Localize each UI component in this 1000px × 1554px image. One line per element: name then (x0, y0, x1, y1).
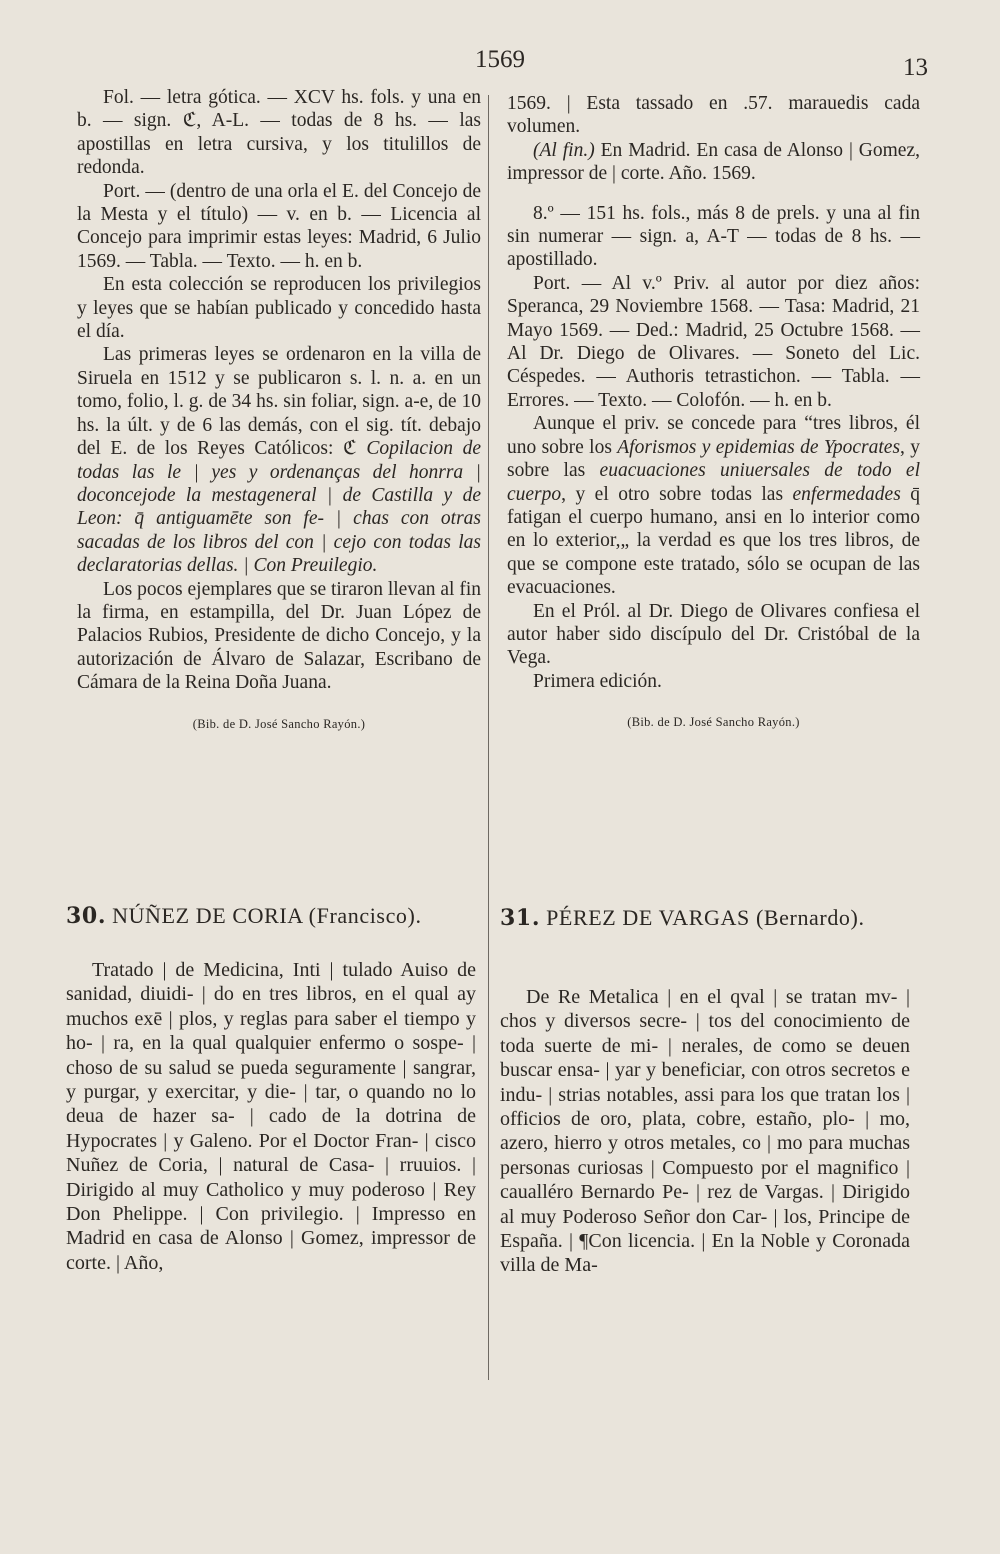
entry-30-heading (66, 902, 486, 930)
italic-title: Copilacion de todas las le | yes y ordenanças del honrra | doconcejode la mestageneral | de Castilla y de Leon: q̄ antiguamēte son fe- | chas con otras sacadas de los libros del con | cejo con todas las declaratorias dellas. | Con Preuilegio. (77, 438, 482, 577)
title-continuation: 1569. | Esta tassado en .57. marauedis cada volumen. (507, 93, 920, 138)
entry-author: NÚÑEZ DE CORIA (Francisco). (112, 903, 422, 928)
entry-29-continued (77, 86, 481, 736)
library-attribution: (Bib. de D. José Sancho Rayón.) (627, 715, 800, 730)
entry-30-body (66, 958, 476, 1275)
transcribed-title: Tratado | de Medicina, Inti | tulado Auiso de sanidad, diuidi- | do en tres libros, en el qual ay muchos exē | plos, y reglas para saber el tiempo y ho- | ra, en la qual qualquier enfermo o sospe- | choso de su salud se pueda seguramente | sangrar, y purgar, y exercitar, y die- | tar, o quando no lo deua de hazer sa- | cado de la dotrina de Hypocrates | y Galeno. Por el Doctor Fran- | cisco Nuñez de Coria, | natural de Casa- | rruuios. | Dirigido al muy Catholico y muy poderoso | Rey Don Phelippe. | Con privilegio. | Impresso en Madrid en casa de Alonso | Gomez, impressor de corte. | Año, (66, 959, 476, 1274)
entry-number: 30. (66, 903, 107, 929)
running-header-year: 1569 (475, 46, 525, 73)
description-paragraph: En el Pról. al Dr. Diego de Olivares confiesa el autor haber sido discípulo del Dr. Cristóbal de la Vega. (507, 600, 920, 669)
description-paragraph: Fol. — letra gótica. — XCV hs. fols. y una en b. — sign. ℭ, A-L. — todas de 8 hs. — las apostillas en letra cursiva, y los titulillos de redonda. (77, 87, 481, 179)
entry-31-heading (500, 904, 915, 932)
entry-number: 31. (500, 905, 541, 931)
description-paragraph: Port. — (dentro de una orla el E. del Concejo de la Mesta y el título) — v. en b. — Licencia al Concejo para imprimir estas leyes: Madrid, 6 Julio 1569. — Tabla. — Texto. — h. en b. (77, 180, 481, 272)
description-paragraph: Port. — Al v.º Priv. al autor por diez años: Speranca, 29 Noviembre 1568. — Tasa: Madrid, 21 Mayo 1569. — Ded.: Madrid, 25 Octubre 1568. — Al Dr. Diego de Olivares. — Soneto del Lic. Céspedes. — Authoris tetrastichon. — Tabla. — Errores. — Texto. — Colofón. — h. en b. (507, 272, 920, 411)
description-paragraph: Las primeras leyes se ordenaron en la villa de Siruela en 1512 y se publicaron s. l. n. a. en un tomo, folio, l. g. de 34 hs. sin foliar, sign. a-e, de 10 hs. la últ. y de 6 las demás, con el sig. tít. debajo del E. de los Reyes Católicos: ℭ Copilacion de todas las le | yes y ordenanças del honrra | doconcejode la mestageneral | de Castilla y de Leon: q̄ antiguamēte son fe- | chas con otras sacadas de los libros del con | cejo con todas las declaratorias dellas. | Con Preuilegio. (77, 344, 482, 577)
description-paragraph: Los pocos ejemplares que se tiraron llevan al fin la firma, en estampilla, del Dr. Juan López de Palacios Rubios, Presidente de dicho Concejo, y la autorización de Álvaro de Salazar, Escribano de Cámara de la Reina Doña Juana. (77, 578, 481, 694)
library-attribution: (Bib. de D. José Sancho Rayón.) (192, 716, 366, 731)
description-paragraph: Primera edición. (533, 670, 662, 692)
entry-author: PÉREZ DE VARGAS (Bernardo). (546, 905, 865, 930)
description-paragraph: En esta colección se reproducen los privilegios y leyes que se habían publicado y concedido hasta el día. (77, 274, 481, 343)
colophon: (Al fin.) En Madrid. En casa de Alonso | Gomez, impressor de | corte. Año. 1569. (507, 139, 920, 185)
entry-30-preceding-continued (507, 92, 920, 735)
column-divider (488, 95, 489, 1380)
description-paragraph: 8.º — 151 hs. fols., más 8 de prels. y una al fin sin numerar — sign. a, A-T — todas de 8 hs. — apostillado. (507, 202, 920, 271)
transcribed-title: De Re Metalica | en el qval | se tratan mv- | chos y diversos secre- | tos del conocimiento de toda suerte de mi- | nerales, de como se deuen buscar ensa- | yar y beneficiar, con otros secretos e indu- | strias notables, assi para los que tratan los | officios de oro, plata, cobre, estaño, plo- | mo, azero, hierro y otros metales, co | mo para muchas personas curiosas | Compuesto por el magnifico | caualléro Bernardo Pe- | rez de Vargas. | Dirigido al muy Poderoso Señor don Car- | los, Principe de España. | ¶Con licencia. | En la Noble y Coronada villa de Ma- (500, 986, 910, 1277)
page-number: 13 (903, 54, 928, 81)
description-paragraph: Aunque el priv. se concede para “tres libros, él uno sobre los Aforismos y epidemias de Ypocrates, y sobre las euacuaciones uniuersales de todo el cuerpo, y el otro sobre todas las enfermedades q̄ fatigan el cuerpo humano, ansi en lo interior como en lo exterior,„ la verdad es que los tres libros, de que se compone este tratado, sólo se ocupan de las evacuaciones. (507, 413, 921, 599)
entry-31-body (500, 985, 910, 1278)
